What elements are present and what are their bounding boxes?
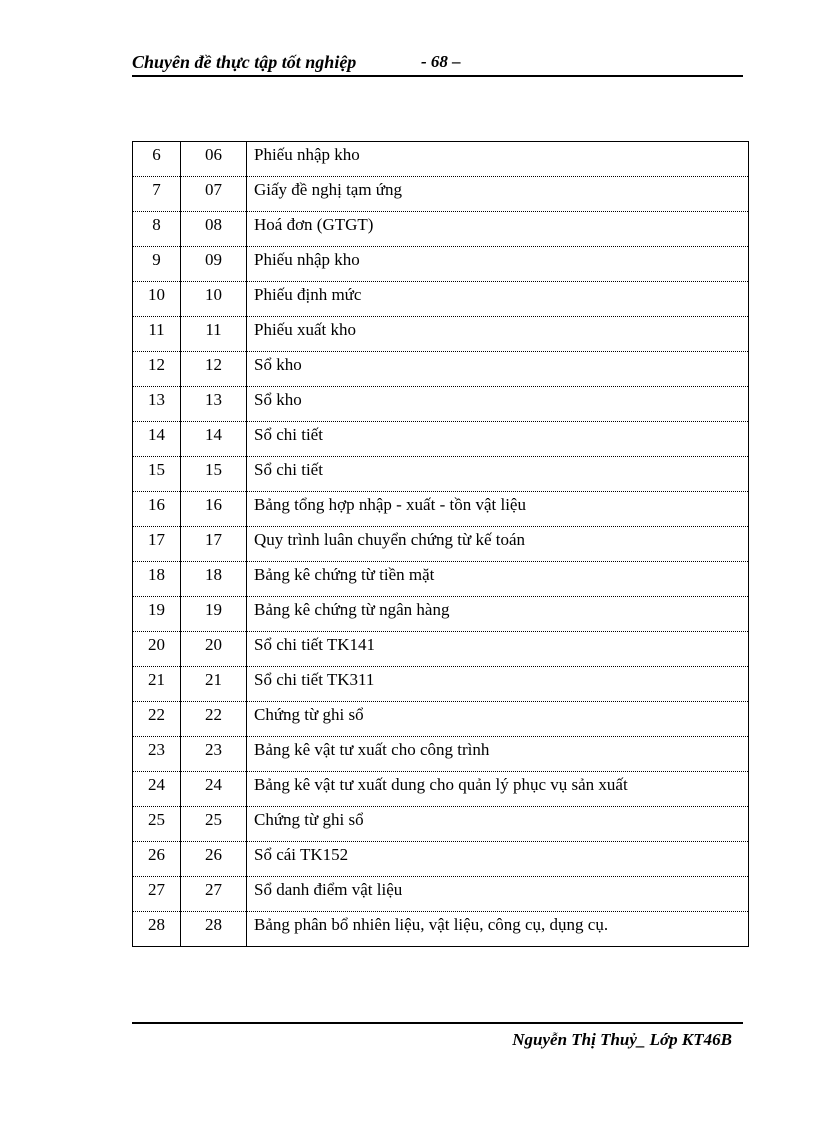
table-row [133,352,749,387]
row-index-cell: 9 [133,247,181,282]
row-name-cell: Phiếu nhập kho [247,142,749,177]
row-code-cell: 24 [181,772,247,807]
table-row [133,877,749,912]
row-index-cell: 17 [133,527,181,562]
row-name-cell: Phiếu nhập kho [247,247,749,282]
table-row [133,702,749,737]
row-name-cell: Bảng kê chứng từ tiền mặt [247,562,749,597]
row-index-cell: 26 [133,842,181,877]
row-name-cell: Bảng kê chứng từ ngân hàng [247,597,749,632]
page-header [132,52,742,74]
row-name-cell: Sổ chi tiết TK141 [247,632,749,667]
table-row [133,667,749,702]
row-index-cell: 28 [133,912,181,947]
row-index-cell: 12 [133,352,181,387]
table-body [133,142,749,947]
row-code-cell: 07 [181,177,247,212]
row-code-cell: 23 [181,737,247,772]
row-code-cell: 08 [181,212,247,247]
page-footer: Nguyễn Thị Thuỷ_ Lớp KT46B [512,1030,732,1049]
row-name-cell: Phiếu định mức [247,282,749,317]
row-code-cell: 27 [181,877,247,912]
row-name-cell: Hoá đơn (GTGT) [247,212,749,247]
table-row [133,807,749,842]
table-row [133,142,749,177]
row-index-cell: 21 [133,667,181,702]
table-row [133,912,749,947]
row-name-cell: Sổ kho [247,387,749,422]
row-index-cell: 14 [133,422,181,457]
row-code-cell: 10 [181,282,247,317]
row-code-cell: 14 [181,422,247,457]
table-row [133,772,749,807]
table-row [133,632,749,667]
row-index-cell: 6 [133,142,181,177]
row-name-cell: Phiếu xuất kho [247,317,749,352]
row-name-cell: Bảng phân bổ nhiên liệu, vật liệu, công cụ, dụng cụ. [247,912,749,947]
table-row [133,737,749,772]
row-name-cell: Sổ chi tiết [247,422,749,457]
row-code-cell: 20 [181,632,247,667]
row-name-cell: Giấy đề nghị tạm ứng [247,177,749,212]
row-name-cell: Sổ chi tiết TK311 [247,667,749,702]
row-index-cell: 20 [133,632,181,667]
table-row [133,422,749,457]
table-row [133,562,749,597]
table-row [133,597,749,632]
row-name-cell: Chứng từ ghi sổ [247,702,749,737]
table-row [133,387,749,422]
document-table [132,141,749,947]
table-row [133,527,749,562]
row-code-cell: 18 [181,562,247,597]
row-code-cell: 15 [181,457,247,492]
row-index-cell: 25 [133,807,181,842]
row-code-cell: 06 [181,142,247,177]
table-row [133,492,749,527]
row-code-cell: 22 [181,702,247,737]
table-row [133,247,749,282]
row-name-cell: Quy trình luân chuyển chứng từ kế toán [247,527,749,562]
row-index-cell: 13 [133,387,181,422]
row-code-cell: 09 [181,247,247,282]
table-row [133,177,749,212]
row-index-cell: 15 [133,457,181,492]
row-code-cell: 17 [181,527,247,562]
row-index-cell: 18 [133,562,181,597]
table-row [133,212,749,247]
row-name-cell: Chứng từ ghi sổ [247,807,749,842]
row-code-cell: 21 [181,667,247,702]
row-index-cell: 24 [133,772,181,807]
row-index-cell: 16 [133,492,181,527]
row-index-cell: 23 [133,737,181,772]
header-rule [132,75,743,77]
table-row [133,317,749,352]
row-index-cell: 22 [133,702,181,737]
table-row [133,842,749,877]
row-index-cell: 7 [133,177,181,212]
row-code-cell: 26 [181,842,247,877]
table-row [133,457,749,492]
row-index-cell: 19 [133,597,181,632]
footer-rule [132,1022,743,1024]
row-name-cell: Sổ kho [247,352,749,387]
row-code-cell: 11 [181,317,247,352]
row-code-cell: 28 [181,912,247,947]
row-name-cell: Sổ chi tiết [247,457,749,492]
row-index-cell: 8 [133,212,181,247]
row-code-cell: 19 [181,597,247,632]
document-title: Chuyên đề thực tập tốt nghiệp [132,52,357,72]
row-name-cell: Sổ danh điểm vật liệu [247,877,749,912]
row-code-cell: 12 [181,352,247,387]
page-number: - 68 – [421,52,461,71]
row-code-cell: 13 [181,387,247,422]
row-code-cell: 25 [181,807,247,842]
row-name-cell: Bảng kê vật tư xuất dung cho quản lý phục vụ sản xuất [247,772,749,807]
row-code-cell: 16 [181,492,247,527]
row-name-cell: Bảng kê vật tư xuất cho công trình [247,737,749,772]
row-index-cell: 11 [133,317,181,352]
row-index-cell: 10 [133,282,181,317]
table-row [133,282,749,317]
row-index-cell: 27 [133,877,181,912]
row-name-cell: Bảng tổng hợp nhập - xuất - tồn vật liệu [247,492,749,527]
row-name-cell: Sổ cái TK152 [247,842,749,877]
